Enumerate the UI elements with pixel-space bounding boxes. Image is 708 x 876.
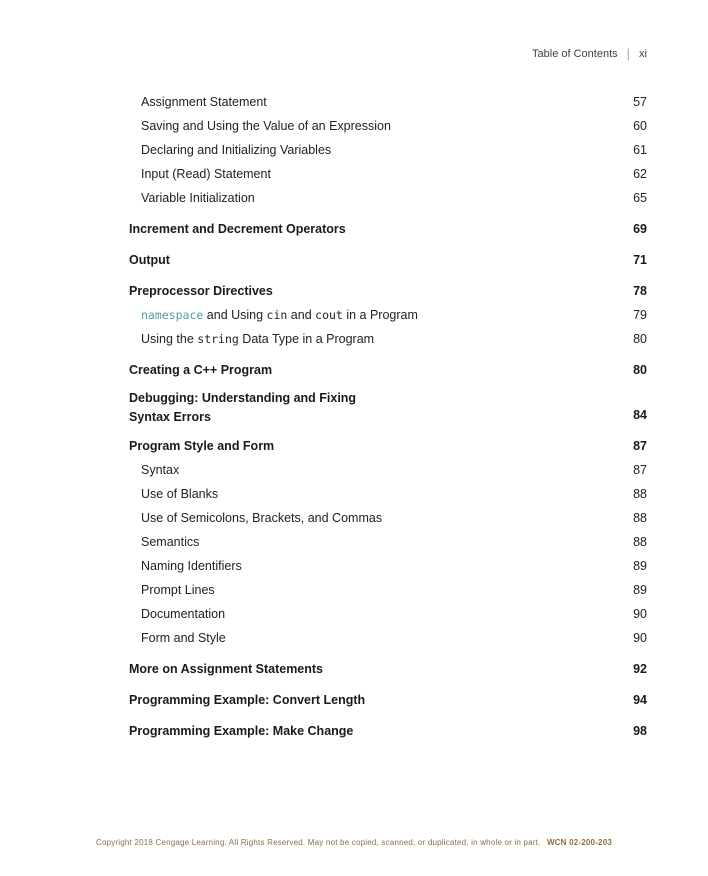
toc-entry xyxy=(129,530,647,554)
toc-text-segment: Output xyxy=(129,253,170,267)
toc-text-segment: Program Style and Form xyxy=(129,439,275,453)
toc-entry-line xyxy=(141,554,242,578)
toc-entry-title xyxy=(141,90,267,114)
toc-entry-line xyxy=(141,303,418,327)
header-separator: | xyxy=(626,46,631,61)
toc-entry xyxy=(129,389,647,427)
toc-entry-page-number: 89 xyxy=(633,583,647,597)
toc-entry-title xyxy=(141,162,271,186)
footer-wcn-code: WCN 02-200-203 xyxy=(546,838,613,847)
toc-entry-title xyxy=(141,602,225,626)
toc-text-segment: Preprocessor Directives xyxy=(129,284,273,298)
toc-entry-title xyxy=(129,657,323,681)
toc-entry xyxy=(129,506,647,530)
toc-entry-line xyxy=(141,186,255,210)
code-term: cout xyxy=(315,308,343,322)
toc-entry-title xyxy=(141,482,218,506)
toc-entry xyxy=(129,719,647,743)
toc-entry xyxy=(129,162,647,186)
toc-entry-title xyxy=(141,554,242,578)
toc-entry-title xyxy=(141,626,226,650)
toc-entry-page-number: 88 xyxy=(633,535,647,549)
toc-entry-title xyxy=(129,248,170,272)
toc-entry-page-number: 94 xyxy=(633,693,647,707)
toc-entry-page-number: 79 xyxy=(633,308,647,322)
toc-entry-line xyxy=(141,327,374,351)
toc-entry-line xyxy=(141,114,391,138)
toc-entry-page-number: 57 xyxy=(633,95,647,109)
toc-entry-line xyxy=(141,602,225,626)
toc-entry-page-number: 90 xyxy=(633,607,647,621)
toc-entry-line xyxy=(129,217,346,241)
toc-entry xyxy=(129,138,647,162)
toc-text-segment: Naming Identifiers xyxy=(141,559,242,573)
toc-entry xyxy=(129,358,647,382)
toc-text-segment: Declaring and Initializing Variables xyxy=(141,143,332,157)
page-header xyxy=(532,46,647,61)
toc-text-segment: Increment and Decrement Operators xyxy=(129,222,346,236)
toc-entry xyxy=(129,688,647,712)
toc-list xyxy=(129,90,647,743)
toc-text-segment: Using the xyxy=(141,332,198,346)
toc-entry xyxy=(129,248,647,272)
toc-entry-page-number: 80 xyxy=(633,332,647,346)
toc-entry-page-number: 87 xyxy=(633,439,647,453)
toc-entry-line xyxy=(141,482,218,506)
code-term: namespace xyxy=(141,308,204,322)
toc-text-segment: Documentation xyxy=(141,607,226,621)
toc-entry-line xyxy=(141,626,226,650)
toc-entry-title xyxy=(129,719,353,743)
toc-entry xyxy=(129,482,647,506)
footer-copyright-text: Copyright 2018 Cengage Learning. All Rights Reserved. May not be copied, scanned, or duplicated, in whole or in part. xyxy=(95,838,541,847)
toc-entry-page-number: 87 xyxy=(633,463,647,477)
toc-entry-line xyxy=(141,530,199,554)
toc-entry-page-number: 89 xyxy=(633,559,647,573)
toc-text-segment: Creating a C++ Program xyxy=(129,363,273,377)
toc-entry-line xyxy=(129,657,323,681)
toc-entry-title xyxy=(129,688,365,712)
toc-text-segment: Programming Example: Convert Length xyxy=(129,693,366,707)
toc-text-segment: More on Assignment Statements xyxy=(129,662,324,676)
toc-text-segment: Debugging: Understanding and Fixing xyxy=(129,391,357,405)
toc-entry-title xyxy=(129,389,356,427)
toc-text-segment: in a Program xyxy=(342,308,418,322)
toc-text-segment: Programming Example: Make Change xyxy=(129,724,354,738)
toc-entry xyxy=(129,303,647,327)
toc-text-segment: Use of Semicolons, Brackets, and Commas xyxy=(141,511,383,525)
toc-entry-line xyxy=(141,162,271,186)
toc-entry-title xyxy=(141,578,215,602)
header-section-title: Table of Contents xyxy=(532,47,618,60)
toc-text-segment: Data Type in a Program xyxy=(238,332,375,346)
toc-entry-line xyxy=(141,458,179,482)
toc-entry-page-number: 65 xyxy=(633,191,647,205)
toc-entry-page-number: 71 xyxy=(633,253,647,267)
toc-entry-line xyxy=(129,248,170,272)
toc-entry xyxy=(129,554,647,578)
toc-entry-page-number: 78 xyxy=(633,284,647,298)
toc-entry-title xyxy=(141,458,179,482)
toc-text-segment: Input (Read) Statement xyxy=(141,167,271,181)
toc-entry xyxy=(129,434,647,458)
toc-entry-line xyxy=(141,90,267,114)
toc-entry-page-number: 88 xyxy=(633,511,647,525)
toc-entry-title xyxy=(129,434,274,458)
toc-entry-line xyxy=(141,578,215,602)
toc-entry-title xyxy=(141,303,418,327)
toc-entry-line xyxy=(141,506,382,530)
toc-entry xyxy=(129,186,647,210)
toc-entry-page-number: 92 xyxy=(633,662,647,676)
toc-text-segment: Syntax xyxy=(141,463,180,477)
toc-text-segment: Saving and Using the Value of an Expression xyxy=(141,119,391,133)
toc-text-segment: and xyxy=(287,308,316,322)
toc-text-segment: Form and Style xyxy=(141,631,226,645)
toc-entry xyxy=(129,327,647,351)
toc-entry xyxy=(129,114,647,138)
toc-entry-title xyxy=(141,114,391,138)
toc-entry xyxy=(129,578,647,602)
toc-entry-page-number: 61 xyxy=(633,143,647,157)
toc-text-segment: and Using xyxy=(203,308,267,322)
toc-text-segment: Variable Initialization xyxy=(141,191,255,205)
toc-entry-title xyxy=(129,358,272,382)
toc-entry-line xyxy=(129,434,274,458)
page-footer xyxy=(0,838,708,848)
toc-entry-page-number: 80 xyxy=(633,363,647,377)
toc-text-segment: Syntax Errors xyxy=(129,410,211,424)
toc-entry xyxy=(129,458,647,482)
toc-entry-page-number: 88 xyxy=(633,487,647,501)
toc-entry-line xyxy=(129,408,356,427)
toc-entry-line xyxy=(129,279,273,303)
toc-text-segment: Use of Blanks xyxy=(141,487,219,501)
toc-entry-line xyxy=(141,138,331,162)
toc-entry-line xyxy=(129,719,353,743)
code-term: string xyxy=(197,332,239,346)
toc-entry-title xyxy=(141,186,255,210)
toc-entry xyxy=(129,90,647,114)
toc-entry-title xyxy=(129,279,273,303)
toc-entry-title xyxy=(129,217,346,241)
toc-entry-line xyxy=(129,389,356,408)
toc-text-segment: Prompt Lines xyxy=(141,583,215,597)
toc-entry xyxy=(129,602,647,626)
toc-entry-page-number: 90 xyxy=(633,631,647,645)
toc-entry-line xyxy=(129,358,272,382)
toc-entry-page-number: 84 xyxy=(633,408,647,422)
toc-entry xyxy=(129,217,647,241)
toc-entry-line xyxy=(129,688,365,712)
toc-entry xyxy=(129,626,647,650)
toc-entry-page-number: 60 xyxy=(633,119,647,133)
toc-entry xyxy=(129,657,647,681)
toc-entry-page-number: 69 xyxy=(633,222,647,236)
toc-entry-page-number: 62 xyxy=(633,167,647,181)
code-term: cin xyxy=(266,308,288,322)
toc-text-segment: Assignment Statement xyxy=(141,95,267,109)
toc-entry-title xyxy=(141,506,382,530)
toc-entry-page-number: 98 xyxy=(633,724,647,738)
toc-text-segment: Semantics xyxy=(141,535,200,549)
toc-entry-title xyxy=(141,530,199,554)
toc-entry-title xyxy=(141,138,331,162)
toc-entry xyxy=(129,279,647,303)
toc-entry-title xyxy=(141,327,374,351)
header-page-number: xi xyxy=(639,47,647,60)
